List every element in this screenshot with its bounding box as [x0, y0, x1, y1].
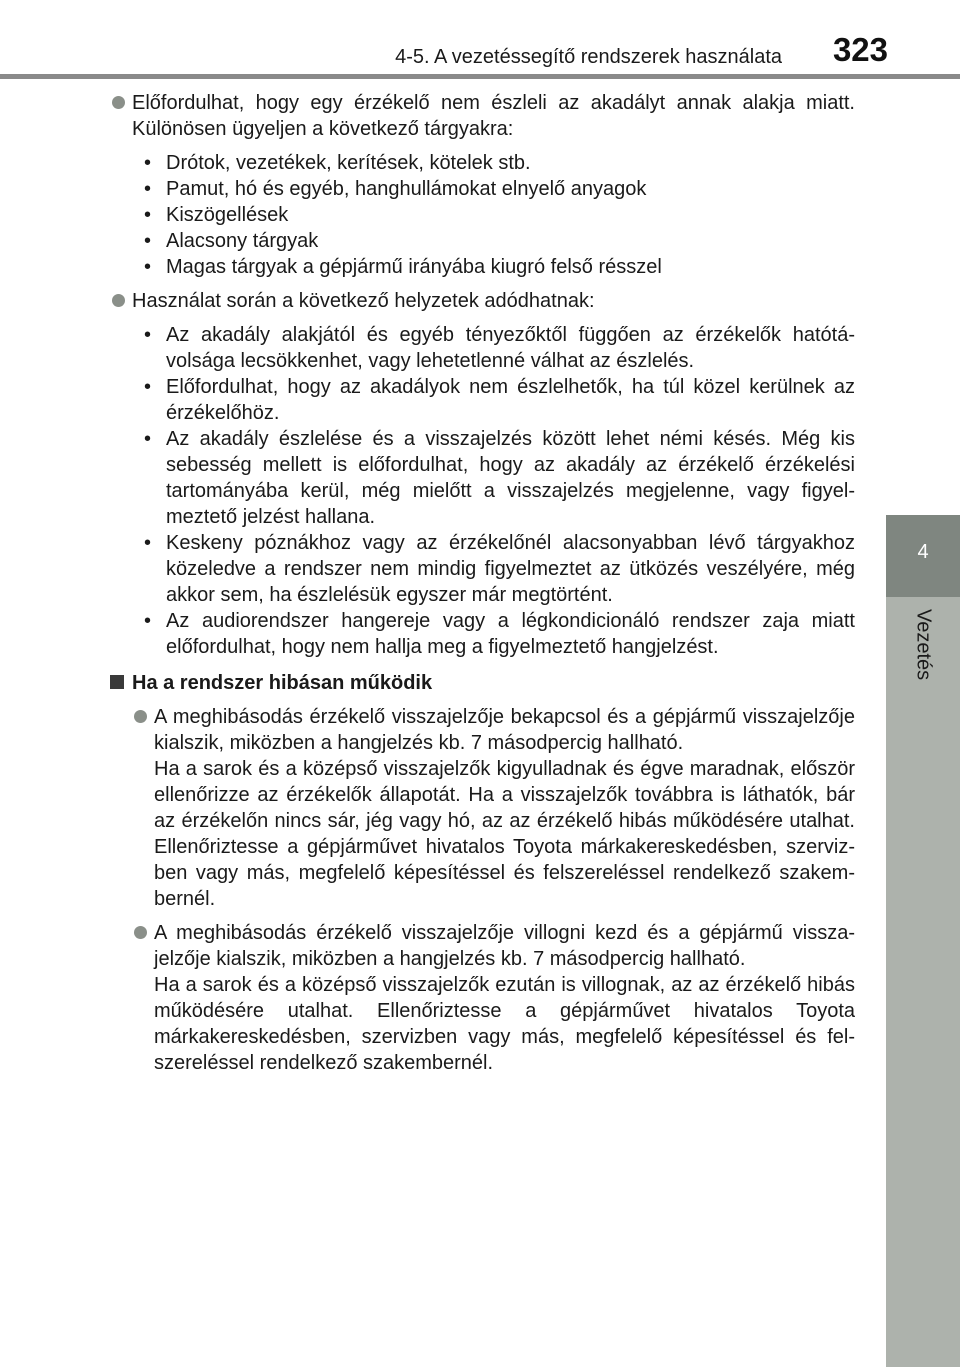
- paragraph-text: Előfordulhat, hogy egy érzékelő nem észleli az akadályt annak alakja miatt. Különösen ügyeljen a következő tárgyakra:: [132, 92, 855, 140]
- bullet-dot-icon: [112, 294, 125, 307]
- paragraph-text: A meghibásodás érzékelő visszajelzője villogni kezd és a gépjármű visszajelzője kialszik, miközben a hangjelzés kb. 7 másodpercig hallható.: [154, 922, 855, 970]
- list-item: • Az audiorendszer hangereje vagy a légkondicionáló rendszer zaja miatt előfordulhat, hogy nem hallja meg a figyelmeztető hangjelzést.: [144, 610, 855, 658]
- subsection: [110, 704, 855, 1076]
- chapter-tab[interactable]: [886, 515, 960, 597]
- bullet-dot-icon: [134, 710, 147, 723]
- list-item: • Keskeny póznákhoz vagy az érzékelőnél alacsonyabban lévő tárgyakhoz közeledve a rendszer nem mindig figyelmeztet az ütközés veszélyére, még akkor sem, ha észlelésük egyszer már megtörtént.: [144, 532, 855, 606]
- chapter-label: Vezetés: [912, 609, 935, 681]
- subheading-text: Ha a rendszer hibásan működik: [132, 672, 433, 694]
- subheading: [110, 670, 855, 696]
- paragraph-text: Ha a sarok és a középső visszajelzők kigyulladnak és égve maradnak, először ellenőrizze az érzékelők állapotát. Ha a visszajelzők továbbra is láthatók, bár az érzékelőn nincs sár, jég vagy hó, az az érzékelő hibás működésére utalhat. Ellenőriztesse a gépjárművet hivatalos Toyota márkakereskedésben, szervizben vagy más, megfelelő képesítéssel és felszereléssel rendelkező szakembernél.: [154, 758, 855, 910]
- paragraph-text: Használat során a következő helyzetek adódhatnak:: [132, 290, 595, 312]
- page-number: 323: [832, 31, 888, 68]
- page-content: [110, 90, 855, 1076]
- bullet-paragraph: [110, 90, 855, 142]
- dash-list: [110, 150, 855, 280]
- list-item: • Az akadály észlelése és a visszajelzés között lehet némi késés. Még kis sebesség mellett is előfordulhat, hogy az akadály az érzékelő érzékelési tartományába kerül, még mielőtt a visszajelzés megjelenne, vagy figyelmeztető jelzést hallana.: [144, 428, 855, 528]
- list-item: • Drótok, vezetékek, kerítések, kötelek stb.: [144, 152, 531, 174]
- list-item: • Alacsony tárgyak: [144, 230, 319, 252]
- chapter-label-strip: [886, 597, 960, 1367]
- bullet-dot-icon: [112, 96, 125, 109]
- header-rule: [0, 74, 960, 79]
- bullet-dot-icon: [134, 926, 147, 939]
- section-title: 4-5. A vezetéssegítő rendszerek használata: [395, 46, 782, 68]
- paragraph-text: Ha a sarok és a középső visszajelzők ezután is villognak, az az érzékelő hibás működésére utalhat. Ellenőriztesse a gépjárművet hivatalos Toyota márkakereskedésben, szervizben vagy más, megfelelő képesítéssel és felszereléssel rendelkező szakembernél.: [154, 974, 855, 1074]
- list-item: • Kiszögellések: [144, 204, 289, 226]
- bullet-paragraph: [132, 704, 855, 912]
- paragraph-text: A meghibásodás érzékelő visszajelzője bekapcsol és a gépjármű visszajelzője kialszik, miközben a hangjelzés kb. 7 másodpercig hallható.: [154, 706, 855, 754]
- chapter-number: 4: [917, 541, 929, 563]
- dash-list: [110, 322, 855, 660]
- bullet-paragraph: [132, 920, 855, 1076]
- square-bullet-icon: [110, 675, 124, 689]
- bullet-paragraph: [110, 288, 855, 314]
- list-item: • Az akadály alakjától és egyéb tényezőktől függően az érzékelők hatótávolsága lecsökkenhet, vagy lehetetlenné válhat az észlelés.: [144, 324, 855, 372]
- list-item: • Magas tárgyak a gépjármű irányába kiugró felső résszel: [144, 256, 662, 278]
- list-item: • Pamut, hó és egyéb, hanghullámokat elnyelő anyagok: [144, 178, 647, 200]
- list-item: • Előfordulhat, hogy az akadályok nem észlelhetők, ha túl közel kerülnek az érzékelőhöz.: [144, 376, 855, 424]
